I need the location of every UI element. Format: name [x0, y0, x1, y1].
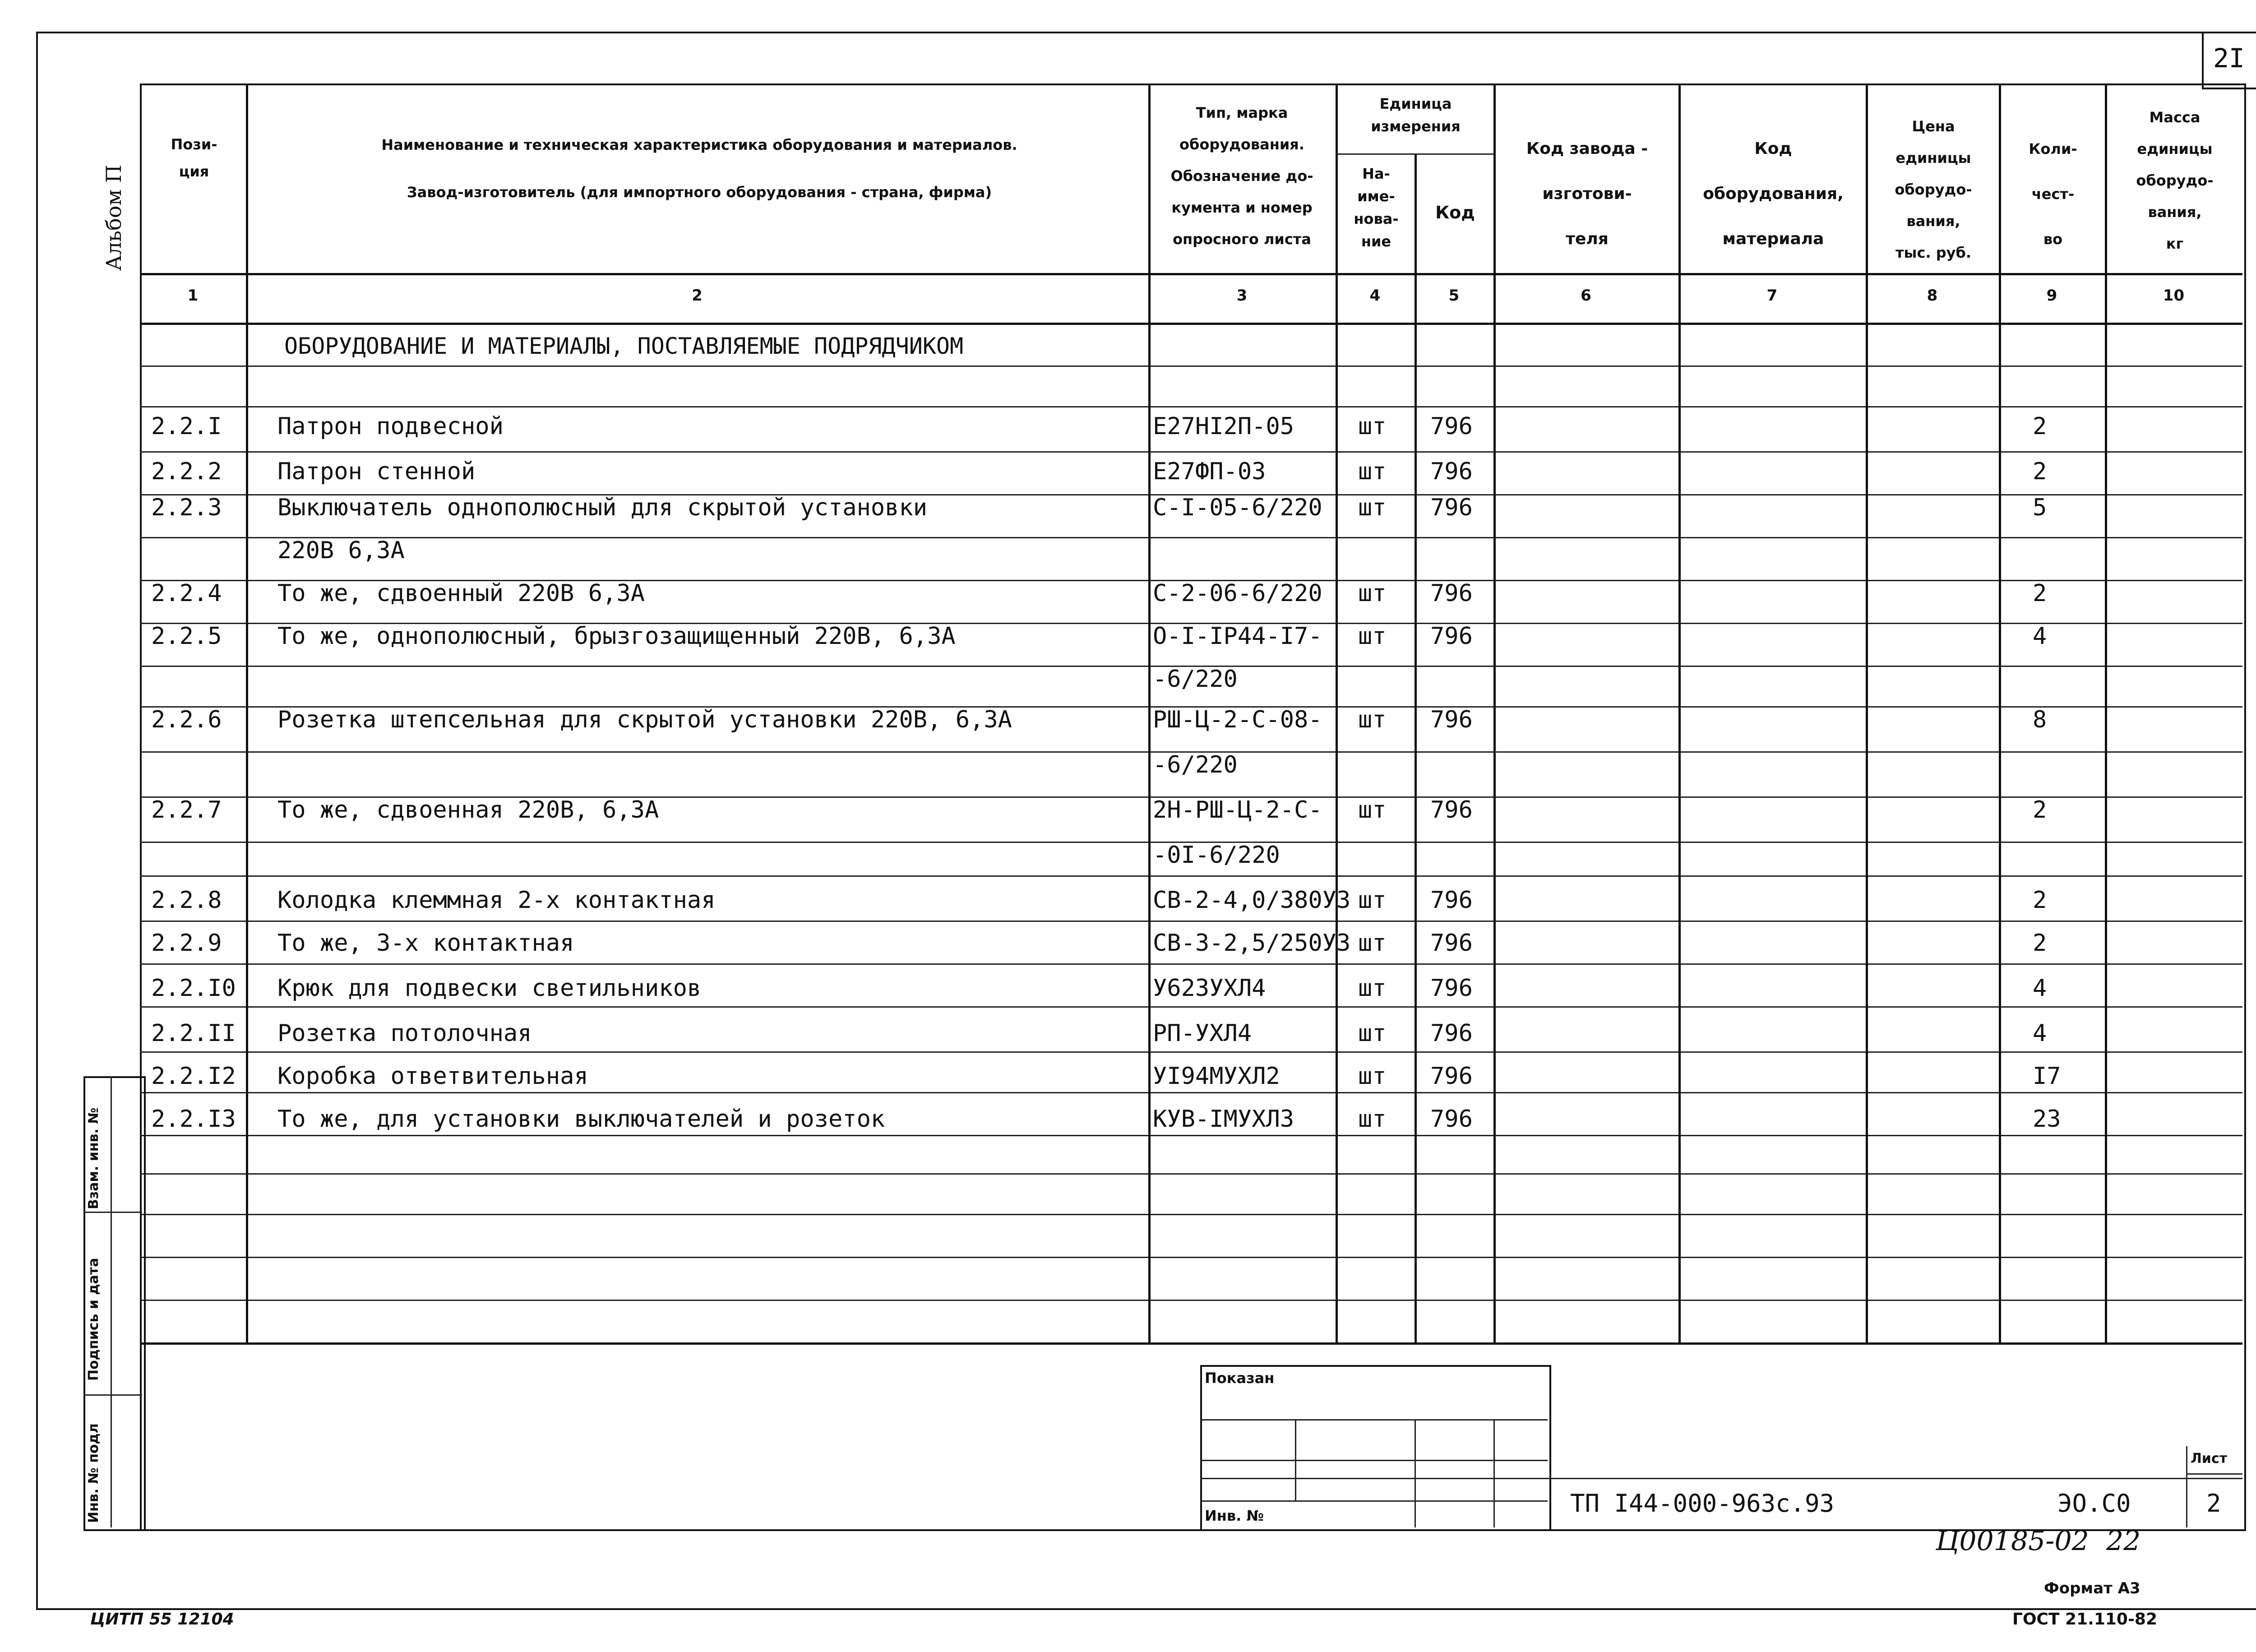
printer-label: ЦИТП 55 12104	[90, 1610, 234, 1629]
row-quantity: 4	[2033, 623, 2047, 650]
row-quantity: 2	[2033, 887, 2047, 914]
row-name: Розетка штепсельная для скрытой установки 220В, 6,3А	[277, 706, 1012, 733]
row-type: СВ-2-4,0/380У3	[1153, 887, 1351, 914]
stamp-signature-date: Подпись и дата	[86, 1258, 102, 1381]
header-unit: Единица измерения	[1371, 95, 1461, 135]
row-type: -0I-6/220	[1153, 842, 1280, 869]
handwritten-code: Ц00185-02 22	[1936, 1525, 2141, 1557]
colnum-6: 6	[1581, 287, 1591, 305]
colnum-5: 5	[1448, 287, 1460, 305]
row-name: То же, сдвоенный 220В 6,3А	[277, 580, 645, 607]
row-name: То же, однополюсный, брызгозащищенный 220В, 6,3А	[277, 623, 956, 650]
header-equipment-code: Код оборудования, материала	[1703, 139, 1844, 248]
row-position: 2.2.6	[151, 706, 222, 733]
header-quantity: Коли- чест- во	[2029, 140, 2077, 248]
stamp-replacement-inv: Взам. инв. №	[86, 1107, 102, 1209]
row-unit-code: 796	[1430, 580, 1473, 607]
row-type: УI94МУХЛ2	[1153, 1063, 1280, 1090]
row-unit-code: 796	[1430, 623, 1473, 650]
row-unit: шт	[1358, 494, 1387, 521]
row-unit: шт	[1358, 623, 1387, 650]
row-unit: шт	[1358, 706, 1387, 733]
row-type: -6/220	[1153, 666, 1238, 693]
row-unit: шт	[1358, 1063, 1387, 1090]
row-type: Е27НI2П-05	[1153, 413, 1294, 440]
colnum-2: 2	[692, 287, 703, 305]
header-name-line2: Завод-изготовитель (для импортного оборудования - страна, фирма)	[407, 184, 992, 201]
row-unit: шт	[1358, 887, 1387, 914]
row-type: РШ-Ц-2-С-08-	[1153, 706, 1322, 733]
header-maker-code: Код завода - изготови- теля	[1526, 139, 1648, 248]
row-unit: шт	[1358, 975, 1387, 1002]
row-unit-code: 796	[1430, 458, 1473, 485]
row-quantity: 4	[2033, 1020, 2047, 1047]
row-quantity: I7	[2033, 1063, 2061, 1090]
row-unit: шт	[1358, 580, 1387, 607]
row-name: Патрон подвесной	[277, 413, 504, 440]
row-quantity: 8	[2033, 706, 2047, 733]
row-position: 2.2.I3	[151, 1106, 236, 1133]
row-type: С-I-05-6/220	[1153, 494, 1322, 521]
row-quantity: 2	[2033, 458, 2047, 485]
row-position: 2.2.9	[151, 930, 222, 957]
row-quantity: 2	[2033, 413, 2047, 440]
header-price: Цена единицы оборудо- вания, тыс. руб.	[1895, 118, 1972, 261]
row-unit-code: 796	[1430, 975, 1473, 1002]
row-name: То же, сдвоенная 220В, 6,3А	[277, 796, 659, 824]
row-unit-code: 796	[1430, 494, 1473, 521]
stamp-original-inv: Инв. № подл	[86, 1423, 102, 1523]
row-position: 2.2.5	[151, 623, 222, 650]
row-unit: шт	[1358, 458, 1387, 485]
colnum-10: 10	[2163, 287, 2185, 305]
colnum-7: 7	[1766, 287, 1778, 305]
row-name: 220В 6,3А	[277, 537, 405, 564]
row-position: 2.2.8	[151, 887, 222, 914]
sheet-number: 2I	[2213, 43, 2245, 74]
row-name: Патрон стенной	[277, 458, 476, 485]
approval-block	[1200, 1365, 1551, 1531]
row-type: РП-УХЛ4	[1153, 1020, 1252, 1047]
header-position: Пози- ция	[171, 136, 217, 180]
row-unit: шт	[1358, 1020, 1387, 1047]
document-code: ТП I44-000-963с.93	[1570, 1489, 1835, 1518]
section-code: ЭО.С0	[2057, 1489, 2131, 1518]
row-name: Крюк для подвески светильников	[277, 975, 702, 1002]
header-name-line1: Наименование и техническая характеристика оборудования и материалов.	[381, 136, 1017, 153]
row-position: 2.2.I	[151, 413, 222, 440]
row-type: -6/220	[1153, 751, 1238, 778]
row-unit: шт	[1358, 930, 1387, 957]
row-unit-code: 796	[1430, 930, 1473, 957]
colnum-4: 4	[1369, 287, 1381, 305]
inv-label: Инв. №	[1205, 1507, 1264, 1524]
shown-label: Показан	[1205, 1370, 1275, 1387]
header-type: Тип, марка оборудования. Обозначение до- кумента и номер опросного листа	[1170, 104, 1313, 248]
row-type: С-2-06-6/220	[1153, 580, 1322, 607]
format-label: Формат А3	[2044, 1579, 2140, 1597]
sheet-value: 2	[2206, 1489, 2221, 1518]
row-unit-code: 796	[1430, 413, 1473, 440]
row-unit: шт	[1358, 413, 1387, 440]
row-type: 2Н-РШ-Ц-2-С-	[1153, 796, 1322, 824]
row-position: 2.2.II	[151, 1020, 236, 1047]
header-unit-code: Код	[1435, 203, 1475, 222]
row-unit-code: 796	[1430, 706, 1473, 733]
gost-label: ГОСТ 21.110-82	[2012, 1610, 2158, 1629]
row-quantity: 2	[2033, 796, 2047, 824]
row-name: То же, 3-х контактная	[277, 930, 574, 957]
colnum-8: 8	[1927, 287, 1938, 305]
row-quantity: 2	[2033, 930, 2047, 957]
row-position: 2.2.I0	[151, 975, 236, 1002]
row-quantity: 5	[2033, 494, 2047, 521]
colnum-1: 1	[187, 287, 199, 305]
sheet-label: Лист	[2191, 1451, 2228, 1467]
album-label: Альбом П	[102, 164, 126, 271]
row-unit-code: 796	[1430, 796, 1473, 824]
row-position: 2.2.2	[151, 458, 222, 485]
colnum-9: 9	[2046, 287, 2057, 305]
row-name: Колодка клеммная 2-х контактная	[277, 887, 716, 914]
row-quantity: 23	[2033, 1106, 2061, 1133]
row-unit-code: 796	[1430, 1063, 1473, 1090]
row-unit-code: 796	[1430, 887, 1473, 914]
row-type: О-I-IP44-I7-	[1153, 623, 1322, 650]
row-position: 2.2.I2	[151, 1063, 236, 1090]
row-unit: шт	[1358, 1106, 1387, 1133]
row-unit: шт	[1358, 796, 1387, 824]
header-mass: Масса единицы оборудо- вания, кг	[2136, 109, 2214, 252]
row-name: Коробка ответвительная	[277, 1063, 588, 1090]
row-quantity: 4	[2033, 975, 2047, 1002]
row-name: То же, для установки выключателей и розеток	[277, 1106, 885, 1133]
row-position: 2.2.7	[151, 796, 222, 824]
row-unit-code: 796	[1430, 1020, 1473, 1047]
row-quantity: 2	[2033, 580, 2047, 607]
row-position: 2.2.4	[151, 580, 222, 607]
row-type: СВ-3-2,5/250У3	[1153, 930, 1351, 957]
colnum-3: 3	[1236, 287, 1248, 305]
row-name: Выключатель однополюсный для скрытой установки	[277, 494, 928, 521]
row-unit-code: 796	[1430, 1106, 1473, 1133]
row-type: У623УХЛ4	[1153, 975, 1266, 1002]
row-name: Розетка потолочная	[277, 1020, 532, 1047]
section-title: ОБОРУДОВАНИЕ И МАТЕРИАЛЫ, ПОСТАВЛЯЕМЫЕ ПОДРЯДЧИКОМ	[284, 333, 964, 359]
row-position: 2.2.3	[151, 494, 222, 521]
row-type: КУВ-IМУХЛ3	[1153, 1106, 1294, 1133]
row-type: Е27ФП-03	[1153, 458, 1266, 485]
header-unit-name: На- име- нова- ние	[1354, 165, 1399, 250]
